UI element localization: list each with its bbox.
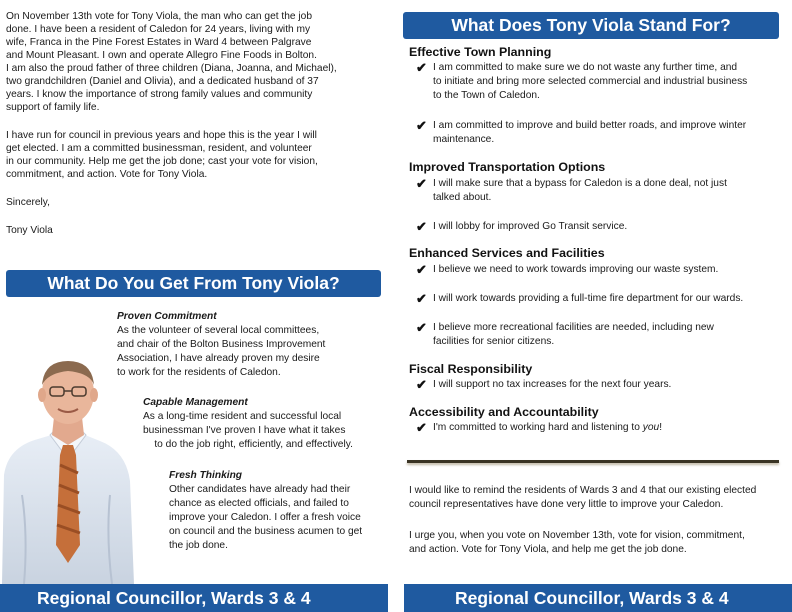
footer-left [0, 584, 388, 612]
platform-item-line: I will lobby for improved Go Transit service. [433, 221, 628, 232]
quality-title: Proven Commitment [117, 311, 217, 322]
footer-right [404, 584, 792, 612]
left-section-banner: What Do You Get From Tony Viola? [6, 270, 381, 297]
platform-item-line: I will make sure that a bypass for Caledon is a done deal, not just [433, 178, 727, 189]
intro-line: support of family life. [6, 102, 100, 113]
signature: Tony Viola [6, 225, 53, 236]
intro-line: and Mount Pleasant. I own and operate Allegro Fine Foods in Bolton. [6, 50, 317, 61]
candidate-portrait-icon [0, 355, 135, 584]
platform-item-line: I believe more recreational facilities are needed, including new [433, 322, 714, 333]
platform-heading: Fiscal Responsibility [409, 362, 533, 376]
platform-item-text: I'm committed to working hard and listening to [433, 422, 643, 433]
platform-item-line: facilities for senior citizens. [433, 336, 555, 347]
quality-line: and chair of the Bolton Business Improvement [117, 339, 326, 350]
urge-line: I urge you, when you vote on November 13th, vote for vision, commitment, [409, 530, 745, 541]
checkmark-icon: ✔ [416, 60, 427, 75]
reminder-line: I would like to remind the residents of Wards 3 and 4 that our existing elected [409, 485, 757, 496]
quality-line: on council and the business acumen to get [169, 526, 363, 537]
emphasis-tail: ! [659, 422, 663, 433]
section-divider [407, 460, 779, 463]
intro-line: wife, Franca in the Pine Forest Estates in Ward 4 between Palgrave [6, 37, 312, 48]
quality-line: improve your Caledon. I offer a fresh voice [169, 512, 361, 523]
intro-line: On November 13th vote for Tony Viola, the man who can get the job [6, 11, 312, 22]
intro-line: years. I know the importance of strong family values and community [6, 89, 313, 100]
platform-item-line: I will work towards providing a full-time fire department for our wards. [433, 293, 744, 304]
quality-line: to do the job right, efficiently, and effectively. [143, 439, 353, 450]
quality-title: Fresh Thinking [169, 470, 243, 481]
quality-line: chance as elected officials, and failed to [169, 498, 349, 509]
intro-line: get elected. I am a committed businessman, resident, and volunteer [6, 143, 312, 154]
checkmark-icon: ✔ [416, 118, 427, 133]
quality-line: As a long-time resident and successful local [143, 411, 342, 422]
quality-line: the job done. [169, 540, 228, 551]
platform-heading: Accessibility and Accountability [409, 405, 599, 419]
reminder-line: council representatives have done very little to improve your Caledon. [409, 499, 724, 510]
checkmark-icon: ✔ [416, 262, 427, 277]
platform-item-line [433, 422, 662, 435]
quality-title: Capable Management [143, 397, 248, 408]
intro-line: I am also the proud father of three children (Diana, Joanna, and Michael), [6, 63, 337, 74]
footer-left-title: Regional Councillor, Wards 3 & 4 [37, 588, 311, 608]
closing: Sincerely, [6, 197, 50, 208]
urge-line: and action. Vote for Tony Viola, and help me get the job done. [409, 544, 687, 555]
intro-line: I have run for council in previous years and hope this is the year I will [6, 130, 317, 141]
footer-right-title: Regional Councillor, Wards 3 & 4 [455, 588, 729, 608]
platform-heading: Enhanced Services and Facilities [409, 246, 605, 260]
checkmark-icon: ✔ [416, 176, 427, 191]
platform-item-line: I am committed to make sure we do not waste any further time, and [433, 62, 738, 73]
intro-line: two grandchildren (Daniel and Olivia), and a dedicated husband of 37 [6, 76, 319, 87]
checkmark-icon: ✔ [416, 291, 427, 306]
platform-heading: Effective Town Planning [409, 45, 552, 59]
platform-item-line: I am committed to improve and build better roads, and improve winter [433, 120, 747, 131]
intro-line: done. I have been a resident of Caledon for 24 years, living with my [6, 24, 311, 35]
right-section-banner: What Does Tony Viola Stand For? [403, 12, 779, 39]
quality-line: Other candidates have already had their [169, 484, 351, 495]
intro-line: commitment, and action. Vote for Tony Viola. [6, 169, 208, 180]
checkmark-icon: ✔ [416, 219, 427, 234]
platform-item-line: talked about. [433, 192, 492, 203]
platform-item-line: maintenance. [433, 134, 495, 145]
quality-line: to work for the residents of Caledon. [117, 367, 281, 378]
quality-line: As the volunteer of several local committees, [117, 325, 320, 336]
checkmark-icon: ✔ [416, 420, 427, 435]
emphasis-text: you [642, 422, 660, 433]
checkmark-icon: ✔ [416, 320, 427, 335]
platform-item-line: to the Town of Caledon. [433, 90, 540, 101]
checkmark-icon: ✔ [416, 377, 427, 392]
platform-item-line: I believe we need to work towards improving our waste system. [433, 264, 719, 275]
quality-line: businessman I've proven I have what it takes [143, 425, 346, 436]
platform-item-line: I will support no tax increases for the next four years. [433, 379, 672, 390]
platform-item-line: to initiate and bring more selected commercial and industrial business [433, 76, 748, 87]
quality-line: Association, I have already proven my desire [117, 353, 320, 364]
intro-line: in our community. Help me get the job done; cast your vote for vision, [6, 156, 318, 167]
candidate-photo [0, 355, 135, 584]
platform-heading: Improved Transportation Options [409, 160, 606, 174]
